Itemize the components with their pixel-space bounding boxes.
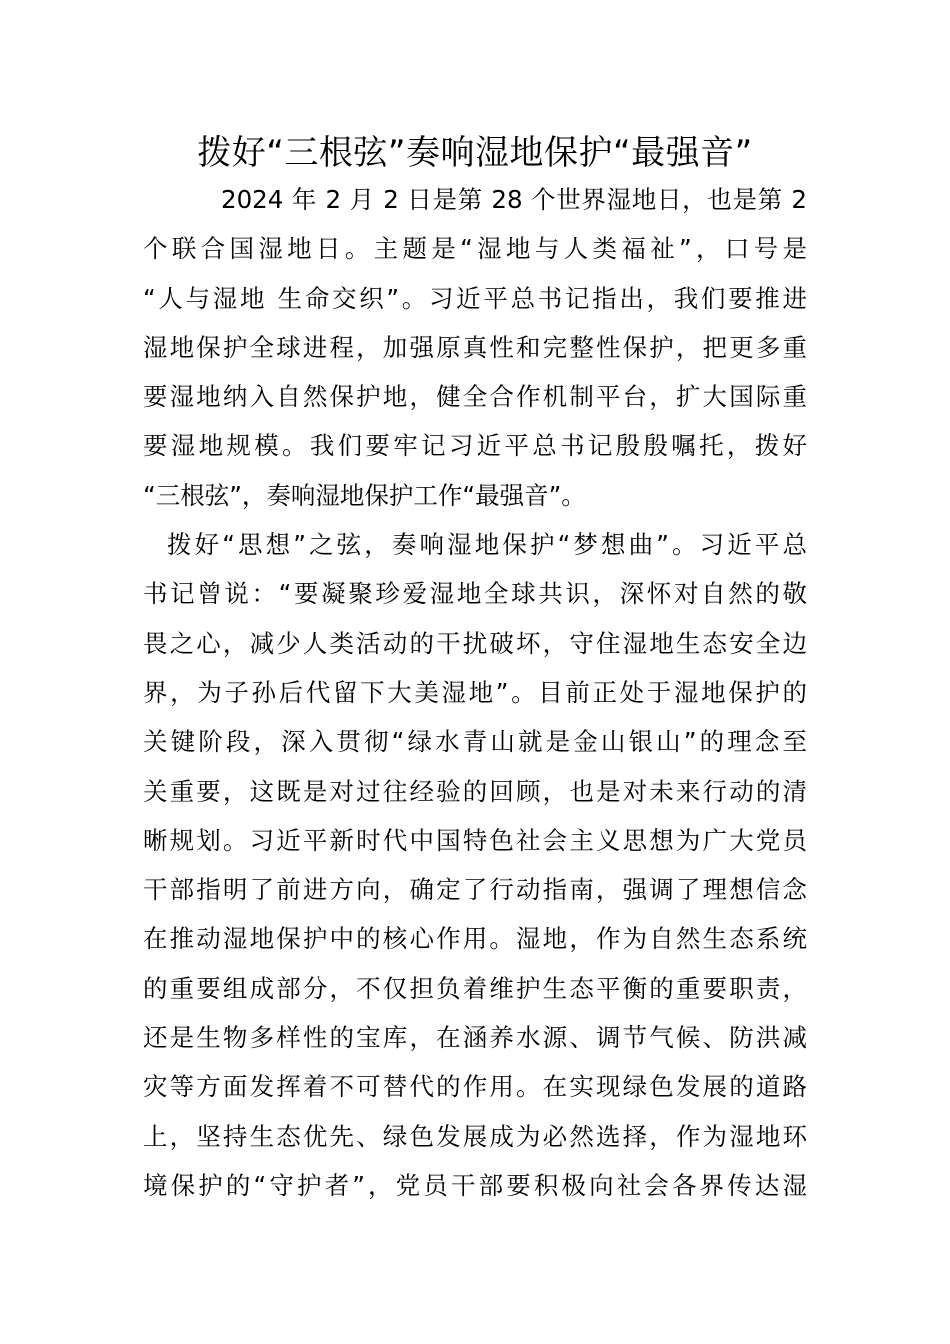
text-line: 的重要组成部分，不仅担负着维护生态平衡的重要职责， <box>143 973 807 1003</box>
text-line: 界，为子孙后代留下大美湿地”。目前正处于湿地保护的 <box>143 677 807 707</box>
paragraph-2 <box>143 520 807 1210</box>
text-line: 干部指明了前进方向，确定了行动指南，强调了理想信念 <box>143 875 807 905</box>
document-title: 拨好“三根弦”奏响湿地保护“最强音” <box>197 133 753 173</box>
text-line: 晰规划。习近平新时代中国特色社会主义思想为广大党员 <box>143 825 807 855</box>
text-line: 灾等方面发挥着不可替代的作用。在实现绿色发展的道路 <box>143 1072 807 1102</box>
text-line: 2024 年 2 月 2 日是第 28 个世界湿地日，也是第 2 <box>221 185 807 214</box>
text-line: 畏之心，减少人类活动的干扰破坏，守住湿地生态安全边 <box>143 628 807 658</box>
text-line: 在推动湿地保护中的核心作用。湿地，作为自然生态系统 <box>143 924 807 954</box>
text-line: 境保护的“守护者”，党员干部要积极向社会各界传达湿 <box>143 1170 807 1200</box>
text-line: 书记曾说：“要凝聚珍爱湿地全球共识，深怀对自然的敬 <box>143 579 807 609</box>
paragraph-1 <box>143 175 807 520</box>
document-body <box>143 175 807 1210</box>
text-line: 上，坚持生态优先、绿色发展成为必然选择，作为湿地环 <box>143 1121 807 1151</box>
text-line: 湿地保护全球进程，加强原真性和完整性保护，把更多重 <box>143 332 807 362</box>
text-line: 关重要，这既是对过往经验的回顾，也是对未来行动的清 <box>143 776 807 806</box>
text-line: 要湿地规模。我们要牢记习近平总书记殷殷嘱托，拨好 <box>143 431 807 461</box>
text-line: 关键阶段，深入贯彻“绿水青山就是金山银山”的理念至 <box>143 727 807 757</box>
text-line: “三根弦”，奏响湿地保护工作“最强音”。 <box>143 480 586 510</box>
text-line: 还是生物多样性的宝库，在涵养水源、调节气候、防洪减 <box>143 1023 807 1053</box>
text-line: 要湿地纳入自然保护地，健全合作机制平台，扩大国际重 <box>143 382 807 412</box>
text-line: 个联合国湿地日。主题是“湿地与人类福祉”，口号是 <box>143 234 807 264</box>
text-line: “人与湿地 生命交织”。习近平总书记指出，我们要推进 <box>143 283 807 313</box>
text-line: 拨好“思想”之弦，奏响湿地保护“梦想曲”。习近平总 <box>167 530 807 560</box>
